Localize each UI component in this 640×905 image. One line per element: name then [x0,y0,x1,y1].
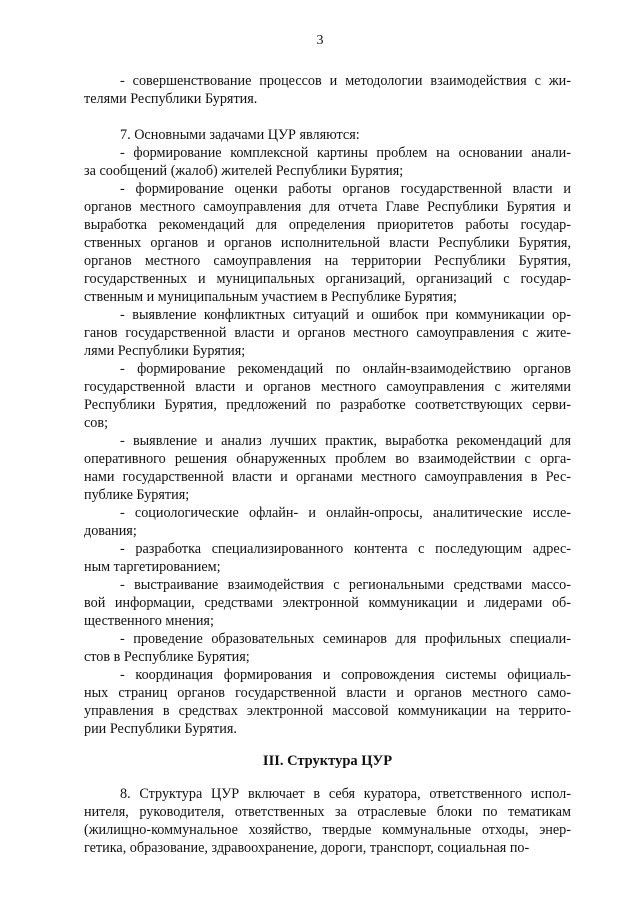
text-line: - координация формирования и сопровождения системы официаль- [120,667,571,683]
text-line: органов местного самоуправления на территории Республики Бурятия, [84,253,571,269]
text-line: - формирование оценки работы органов государственной власти и [120,181,571,197]
paragraph-task-3 [84,306,571,360]
text-line: щественного мнения; [84,613,214,629]
text-line: органов местного самоуправления для отчета Главе Республики Бурятия и [84,199,571,215]
text-line: государственной власти и органов местного самоуправления с жителями [84,379,571,395]
text-line: лями Республики Бурятия; [84,343,246,359]
text-line: ственным и муниципальным участием в Республике Бурятия; [84,289,457,305]
text-line: нителя, руководителя, ответственных за отраслевые блоки по тематикам [84,804,571,820]
text-line: Республики Бурятия, предложений по разработке соответствующих серви- [84,397,571,413]
text-line: публике Бурятия; [84,487,190,503]
section-body [84,785,571,857]
paragraph-task-8 [84,576,571,630]
paragraph-gap [84,108,571,126]
text-line: ным таргетированием; [84,559,221,575]
text-line: - совершенствование процессов и методологии взаимодействия с жи- [120,73,571,89]
paragraph-structure [84,785,571,857]
text-line: за сообщений (жалоб) жителей Республики Бурятия; [84,163,404,179]
text-line: государственных и муниципальных организаций, организаций с государ- [84,271,571,287]
paragraph-task-2 [84,180,571,306]
paragraph-task-7 [84,540,571,576]
text-line: управления в средствах электронной массовой коммуникации на террито- [84,703,571,719]
text-line: - разработка специализированного контента с последующим адрес- [120,541,571,557]
task-list [84,72,571,738]
paragraph-task-5 [84,432,571,504]
text-line: - выявление конфликтных ситуаций и ошибок при коммуникации ор- [120,307,571,323]
paragraph-tasks-intro [84,126,571,144]
paragraph-task-4 [84,360,571,432]
text-line: - формирование рекомендаций по онлайн-взаимодействию органов [120,361,571,377]
text-line: - социологические офлайн- и онлайн-опросы, аналитические иссле- [120,505,571,521]
text-line: ственных органов и органов исполнительной власти Республики Бурятия, [84,235,571,251]
paragraph-task-1 [84,144,571,180]
section-heading: III. Структура ЦУР [262,753,393,769]
text-line: вой информации, средствами электронной коммуникации и лидерами об- [84,595,571,611]
text-line: - выявление и анализ лучших практик, выработка рекомендаций для [120,433,571,449]
text-line: нами государственной власти и органами местного самоуправления в Рес- [84,469,571,485]
text-line: 7. Основными задачами ЦУР являются: [120,127,360,143]
paragraph-task-6 [84,504,571,540]
text-line: - проведение образовательных семинаров для профильных специали- [120,631,571,647]
text-line: дования; [84,523,137,539]
paragraph-task-10 [84,666,571,738]
text-line: (жилищно-коммунальное хозяйство, твердые коммунальные отходы, энер- [84,822,571,838]
page-number: 3 [316,33,324,48]
document-body [84,72,571,857]
text-line: - выстраивание взаимодействия с региональными средствами массо- [120,577,571,593]
text-line: стов в Республике Бурятия; [84,649,250,665]
text-line: 8. Структура ЦУР включает в себя куратора, ответственного испол- [120,786,571,802]
text-line: сов; [84,415,109,431]
text-line: рии Республики Бурятия. [84,721,237,737]
text-line: гетика, образование, здравоохранение, дороги, транспорт, социальная по- [84,840,530,856]
paragraph-task-9 [84,630,571,666]
text-line: оперативного решения обнаруженных проблем во взаимодействии с орга- [84,451,571,467]
paragraph-improvement [84,72,571,108]
text-line: ных страниц органов государственной власти и органов местного само- [84,685,571,701]
text-line: телями Республики Бурятия. [84,91,258,107]
text-line: - формирование комплексной картины проблем на основании анали- [120,145,571,161]
text-line: выработка рекомендаций для определения приоритетов работы государ- [84,217,571,233]
text-line: ганов государственной власти и органов местного самоуправления с жите- [84,325,571,341]
